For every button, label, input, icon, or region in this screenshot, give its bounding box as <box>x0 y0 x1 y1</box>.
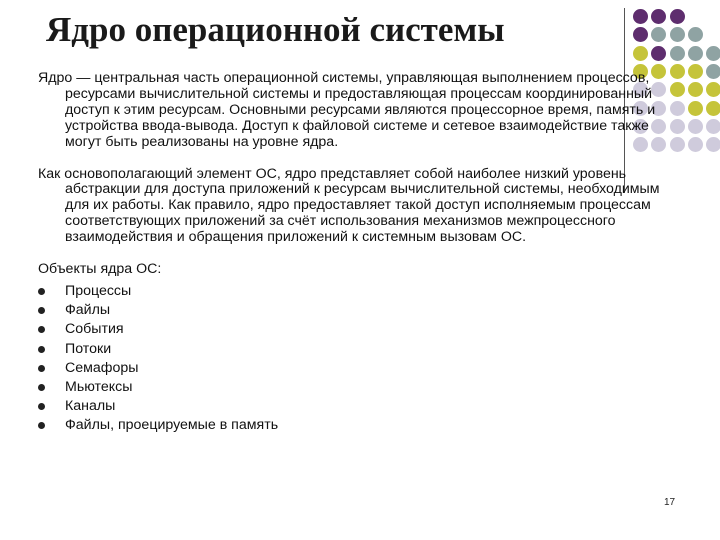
bullet-icon <box>38 384 45 391</box>
list-item: Файлы, проецируемые в память <box>38 416 674 435</box>
decorative-dot <box>688 27 703 42</box>
bullet-icon <box>38 307 45 314</box>
slide-title: Ядро операционной системы <box>46 10 505 49</box>
list-item: Файлы <box>38 301 674 320</box>
decorative-dot <box>688 137 703 152</box>
decorative-dot <box>688 119 703 134</box>
decorative-dot <box>651 46 666 61</box>
decorative-dot <box>688 82 703 97</box>
decorative-dot <box>706 137 720 152</box>
decorative-dot <box>688 101 703 116</box>
bullet-icon <box>38 288 45 295</box>
decorative-dot <box>633 46 648 61</box>
list-item: Семафоры <box>38 359 674 378</box>
decorative-dot <box>706 101 720 116</box>
decorative-dot <box>651 27 666 42</box>
slide-content <box>38 71 674 436</box>
decorative-dot <box>706 64 720 79</box>
decorative-dot <box>670 46 685 61</box>
paragraph-kernel-role: Как основополагающий элемент ОС, ядро представляет собой наиболее низкий уровень абстракции для доступа приложений к ресурсам вычислительной системы, необходимым для их работы. Как правило, ядро предоставляет такой доступ исполняемым процессам соответствующих приложений за счёт использования механизмов межпроцессного взаимодействия и обращения приложений к системным вызовам ОС. <box>38 165 660 246</box>
decorative-dot <box>670 9 685 24</box>
bullet-icon <box>38 403 45 410</box>
decorative-dot <box>706 82 720 97</box>
bullet-icon <box>38 422 45 429</box>
kernel-objects-list <box>38 282 674 436</box>
decorative-dot <box>651 9 666 24</box>
list-item: Процессы <box>38 282 674 301</box>
list-item: Потоки <box>38 340 674 359</box>
paragraph-kernel-definition: Ядро — центральная часть операционной системы, управляющая выполнением процессов, ресурсами вычислительной системы и предоставляющая процессам координированный доступ к этим ресурсам. Основными ресурсами являются процессорное время, память и устройства ввода-вывода. Доступ к файловой системе и сетевое взаимодействие также могут быть реализованы на уровне ядра. <box>38 70 656 150</box>
list-heading: Объекты ядра ОС: <box>38 261 162 278</box>
decorative-dot <box>706 46 720 61</box>
list-item: Каналы <box>38 397 674 416</box>
bullet-icon <box>38 326 45 333</box>
decorative-dot <box>633 27 648 42</box>
bullet-icon <box>38 365 45 372</box>
page-number: 17 <box>664 497 676 508</box>
decorative-dot <box>706 119 720 134</box>
bullet-icon <box>38 346 45 353</box>
decorative-dot <box>670 27 685 42</box>
list-item: События <box>38 320 674 339</box>
decorative-dot <box>688 46 703 61</box>
decorative-dot <box>688 64 703 79</box>
list-item: Мьютексы <box>38 378 674 397</box>
decorative-dot <box>633 9 648 24</box>
